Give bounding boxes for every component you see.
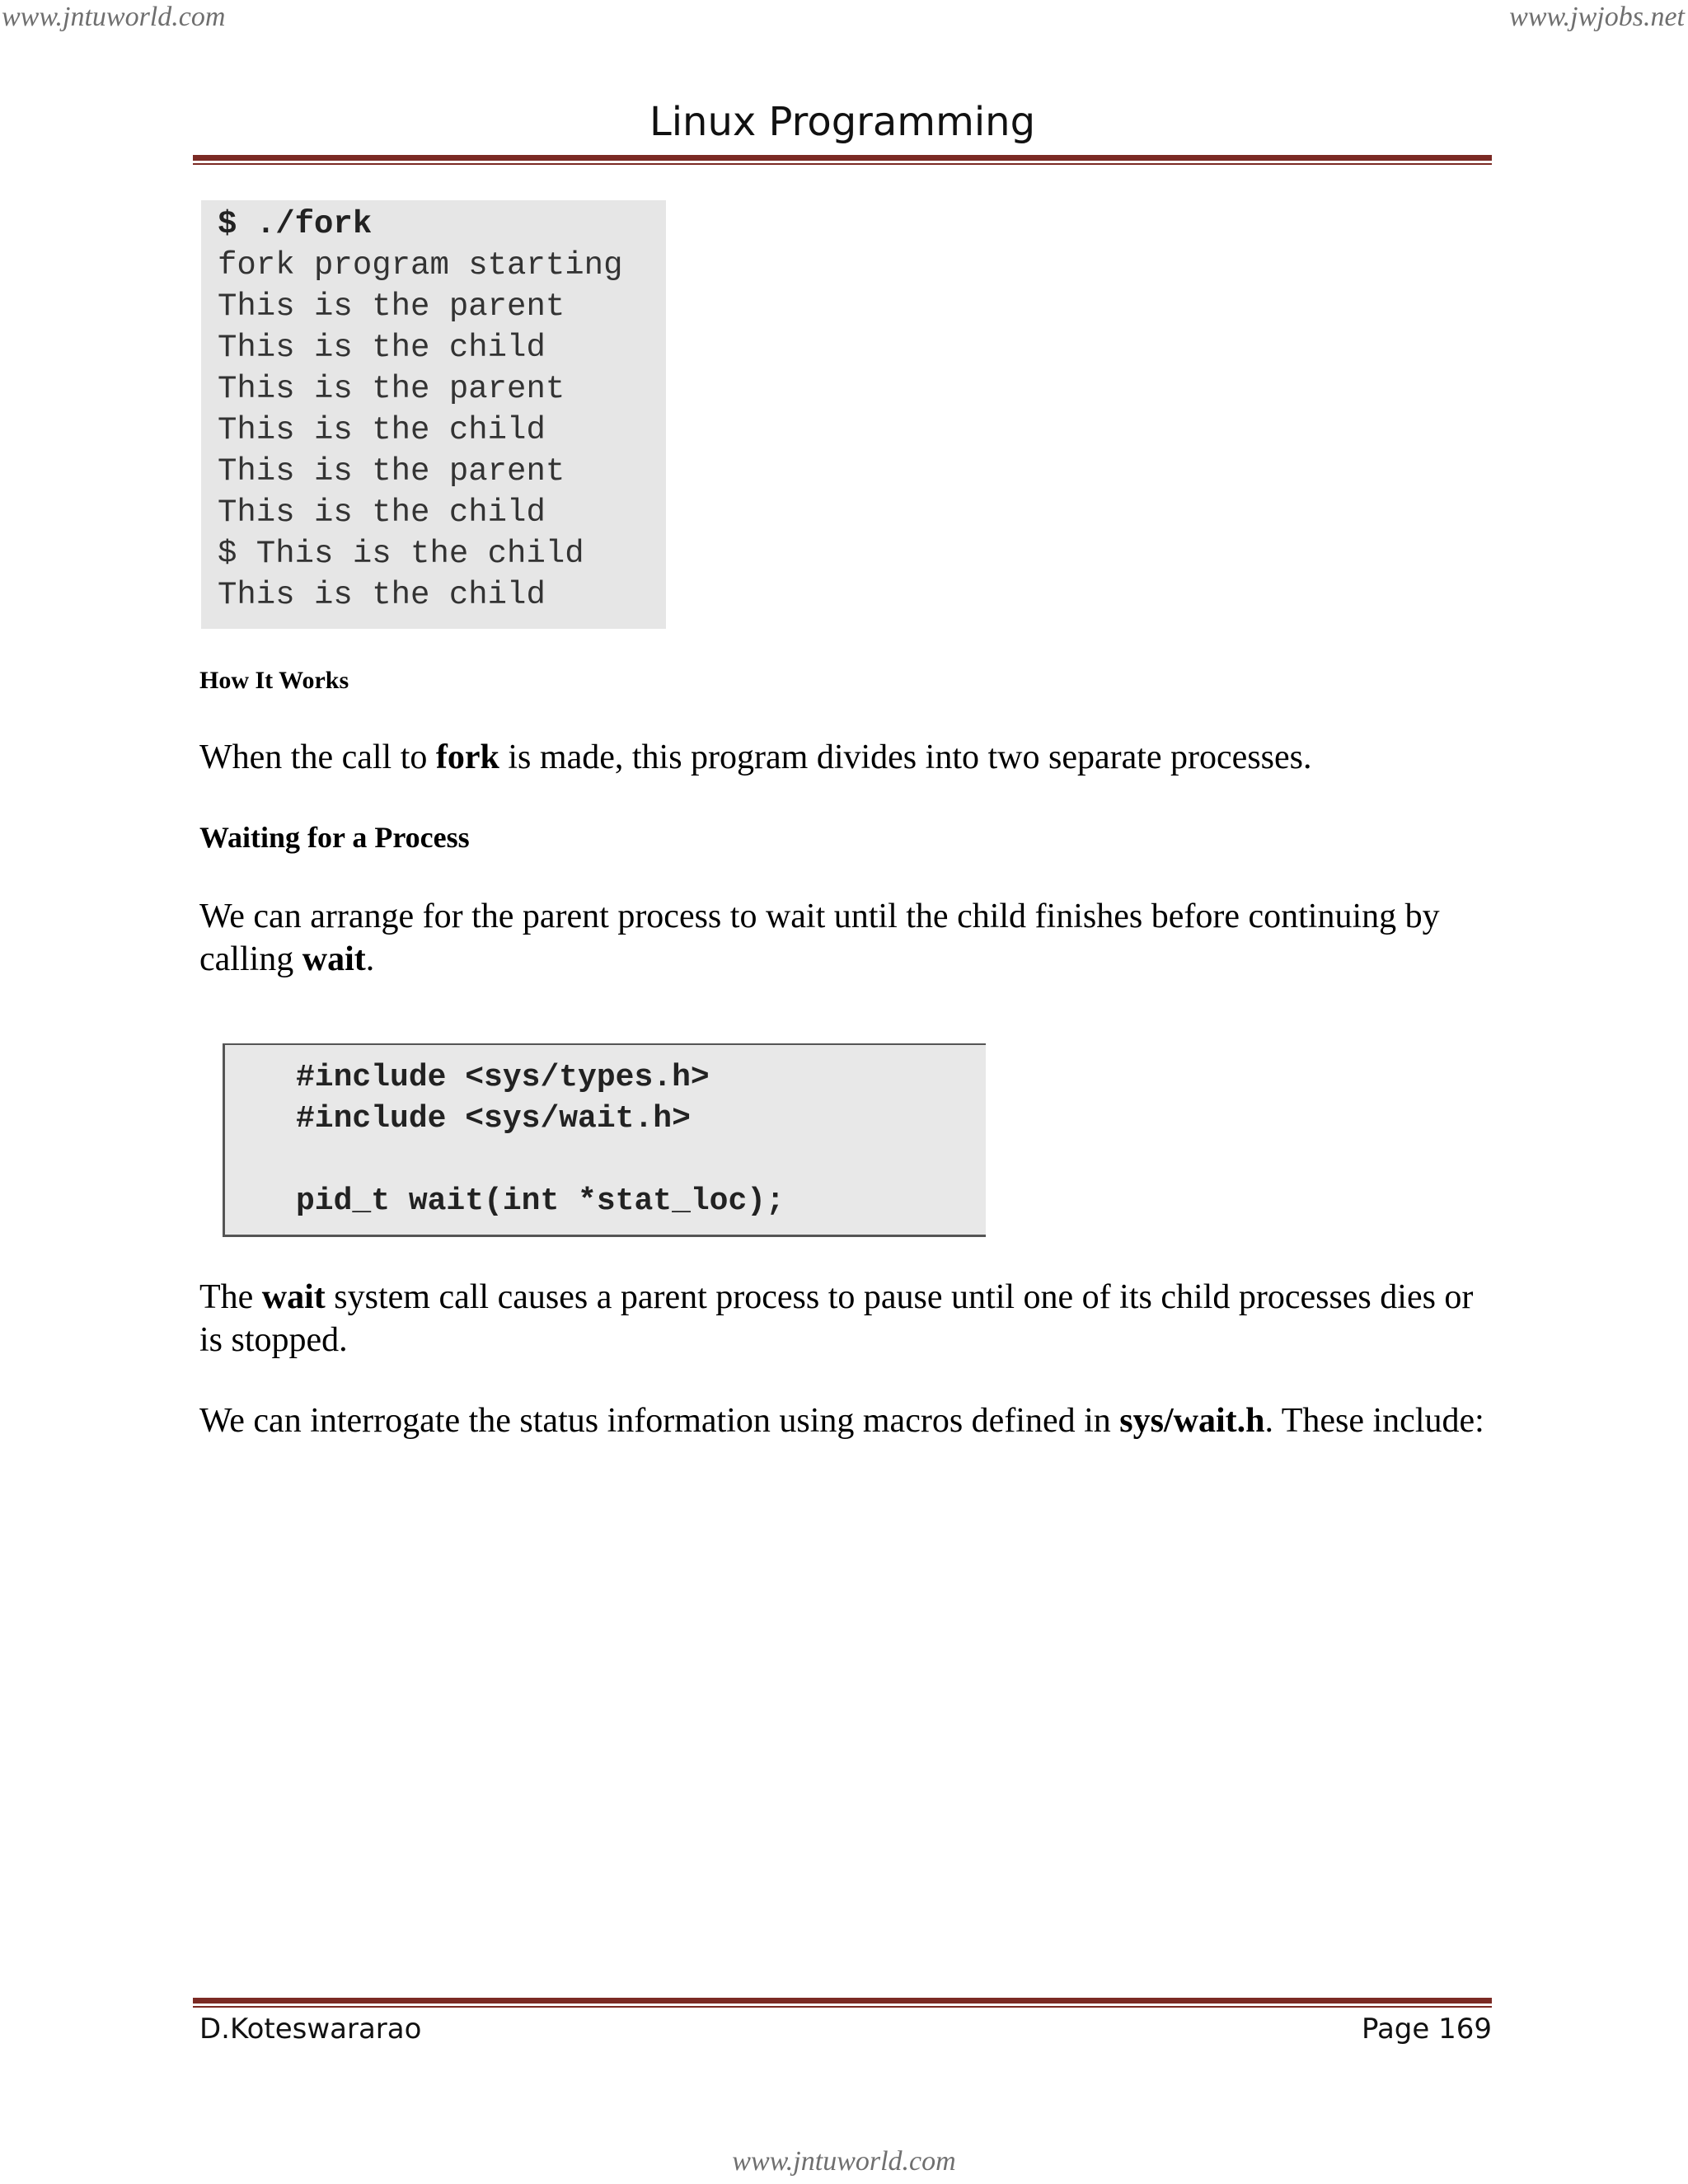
waiting-heading: Waiting for a Process bbox=[199, 821, 470, 854]
fork-paragraph-text: When the call to bbox=[199, 738, 436, 776]
waiting-paragraph bbox=[199, 895, 1502, 981]
terminal-line: This is the parent bbox=[218, 453, 565, 490]
fork-paragraph-text: is made, this program divides into two separate processes. bbox=[499, 738, 1312, 776]
terminal-line: This is the child bbox=[218, 412, 546, 448]
terminal-line: $ ./fork bbox=[218, 206, 373, 242]
terminal-line: This is the child bbox=[218, 577, 546, 613]
code-line: #include <sys/types.h> bbox=[296, 1060, 710, 1095]
fork-keyword: fork bbox=[435, 738, 499, 776]
wait-keyword: wait bbox=[261, 1278, 326, 1316]
footer-rule-thick bbox=[193, 1998, 1492, 2004]
wait-description-paragraph bbox=[199, 1276, 1502, 1361]
header-rule-thick bbox=[193, 155, 1492, 161]
code-line: pid_t wait(int *stat_loc); bbox=[296, 1183, 785, 1219]
waiting-paragraph-text: We can arrange for the parent process to wait until the child finishes before continuing by calling bbox=[199, 898, 1440, 978]
code-line: #include <sys/wait.h> bbox=[296, 1101, 691, 1137]
watermark-top-left: www.jntuworld.com bbox=[2, 2, 226, 32]
code-block bbox=[223, 1043, 986, 1237]
waiting-paragraph-text: . bbox=[365, 940, 375, 978]
fork-paragraph bbox=[199, 736, 1502, 779]
terminal-line: This is the parent bbox=[218, 288, 565, 325]
wait-description-text: system call causes a parent process to pause until one of its child processes dies or is stopped. bbox=[199, 1278, 1474, 1359]
wait-description-text: The bbox=[199, 1278, 262, 1316]
terminal-line: This is the child bbox=[218, 330, 546, 366]
interrogate-text: We can interrogate the status information using macros defined in bbox=[199, 1402, 1120, 1440]
footer-author: D.Koteswararao bbox=[199, 2013, 422, 2046]
watermark-top-right: www.jwjobs.net bbox=[1509, 2, 1685, 32]
footer-rule-thin bbox=[193, 2006, 1492, 2008]
header-rule-thin bbox=[193, 163, 1492, 165]
interrogate-text: . These include: bbox=[1264, 1402, 1484, 1440]
footer-page-number: Page 169 bbox=[1361, 2013, 1492, 2046]
wait-keyword: wait bbox=[302, 940, 366, 978]
terminal-line: $ This is the child bbox=[218, 536, 584, 572]
terminal-line: This is the child bbox=[218, 494, 546, 531]
terminal-output-figure bbox=[201, 200, 666, 629]
how-it-works-heading: How It Works bbox=[199, 667, 349, 694]
terminal-line: This is the parent bbox=[218, 371, 565, 407]
watermark-bottom: www.jntuworld.com bbox=[732, 2146, 956, 2177]
header-file-name: sys/wait.h bbox=[1119, 1402, 1265, 1440]
interrogate-paragraph bbox=[199, 1399, 1502, 1442]
terminal-line: fork program starting bbox=[218, 247, 623, 284]
page-header-title: Linux Programming bbox=[649, 99, 1036, 145]
